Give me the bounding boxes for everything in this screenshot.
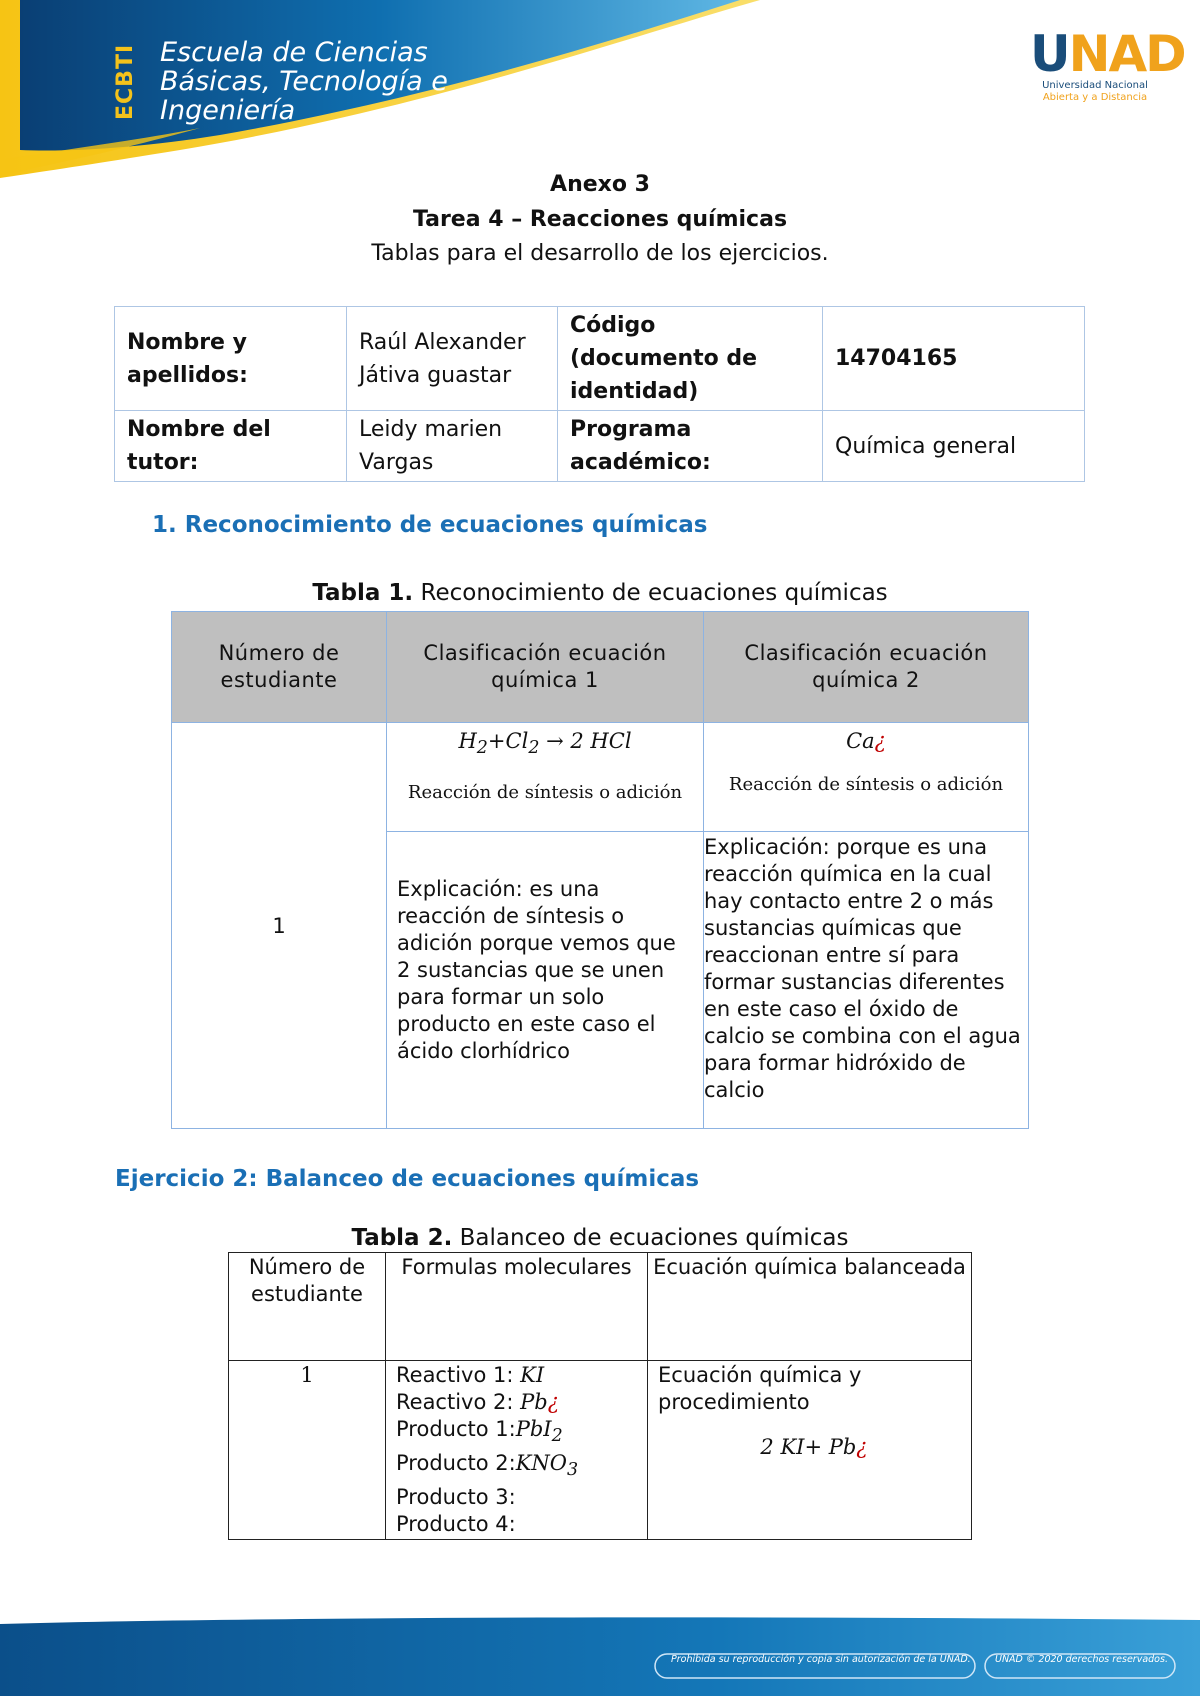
t2-header-student: Número de estudiante: [229, 1253, 386, 1361]
logo-subtitle-1: Universidad Nacional: [1042, 80, 1148, 91]
logo-subtitle-2: Abierta y a Distancia: [1042, 92, 1148, 103]
ecbti-label: ECBTI: [113, 43, 138, 121]
t1-eq1-cell: [387, 723, 704, 832]
table-2: [228, 1252, 972, 1540]
code-value: 14704165: [823, 307, 1085, 411]
footer-text-2: UNAD © 2020 derechos reservados.: [995, 1654, 1168, 1665]
school-name: [160, 38, 448, 125]
unad-logo: [1030, 25, 1185, 104]
doc-title-anexo: Anexo 3: [550, 172, 650, 197]
table-1-caption-text: Reconocimiento de ecuaciones químicas: [413, 580, 888, 606]
table-2-caption: [0, 1225, 1200, 1251]
t1-header-eq1: Clasificación ecuación química 1: [387, 612, 704, 723]
tutor-label: Nombre del tutor:: [115, 411, 347, 482]
t1-explanation-1: Explicación: es una reacción de síntesis o adición porque vemos que 2 sustancias que se unen para formar un solo producto en este caso el ácido clorhídrico: [387, 832, 704, 1129]
t2-header-formulas: Formulas moleculares: [386, 1253, 648, 1361]
tutor-value: Leidy marien Vargas: [347, 411, 558, 482]
table-1-caption: [0, 580, 1200, 606]
t2-formulas-cell: [386, 1361, 648, 1540]
doc-title-tarea: Tarea 4 – Reacciones químicas: [412, 207, 788, 232]
t1-eq2-glyph: ¿: [874, 729, 886, 753]
program-value: Química general: [823, 411, 1085, 482]
t1-header-eq2: Clasificación ecuación química 2: [704, 612, 1029, 723]
doc-subtitle: Tablas para el desarrollo de los ejercicios.: [371, 241, 829, 266]
t1-eq1-reaction: Reacción de síntesis o adición: [407, 782, 683, 804]
t1-student-number: 1: [172, 723, 387, 1129]
table-2-caption-label: Tabla 2.: [351, 1225, 453, 1251]
name-label: Nombre y apellidos:: [115, 307, 347, 411]
name-value: Raúl Alexander Játiva guastar: [347, 307, 558, 411]
table-1-caption-label: Tabla 1.: [312, 580, 414, 606]
t1-explanation-2: Explicación: porque es una reacción química en la cual hay contacto entre 2 o más sustancias químicas que reaccionan entre sí para formar sustancias diferentes en este caso el óxido de calcio se combina con el agua para formar hidróxido de calcio: [704, 832, 1029, 1129]
table-2-caption-text: Balanceo de ecuaciones químicas: [452, 1225, 849, 1251]
section-1-heading: 1. Reconocimiento de ecuaciones químicas: [152, 512, 708, 538]
section-2-heading: Ejercicio 2: Balanceo de ecuaciones químicas: [115, 1166, 700, 1192]
program-label: Programa académico:: [558, 411, 823, 482]
t2-header-equation: Ecuación química balanceada: [648, 1253, 972, 1361]
logo-u: U: [1030, 25, 1069, 83]
t1-eq2-reaction: Reacción de síntesis o adición: [728, 774, 1004, 795]
school-line-1: Escuela de Ciencias: [160, 37, 428, 68]
school-line-3: Ingeniería: [160, 95, 296, 126]
footer-text-1: Prohibida su reproducción y copia sin autorización de la UNAD.: [671, 1654, 971, 1665]
code-label: Código (documento de identidad): [558, 307, 823, 411]
t2-producto-4: Producto 4:: [396, 1512, 516, 1537]
student-info-table: [114, 306, 1085, 482]
school-line-2: Básicas, Tecnología e: [160, 66, 448, 97]
t2-reactivo-1: Reactivo 1: KI: [396, 1363, 545, 1387]
t2-balanced-equation: 2 KI+ Pb¿: [760, 1435, 868, 1459]
t2-equation-text: Ecuación química y procedimiento: [658, 1363, 862, 1414]
t2-student-number: 1: [229, 1361, 386, 1540]
table-1: [171, 611, 1029, 1129]
t1-header-student: Número de estudiante: [172, 612, 387, 723]
t2-reactivo-2: Reactivo 2: Pb¿: [396, 1390, 559, 1414]
t1-eq2-formula: [705, 729, 1027, 753]
t1-eq1-formula: $H_2+Cl_2 \to 2$ HCl: [458, 729, 632, 759]
t2-producto-3: Producto 3:: [396, 1485, 516, 1510]
logo-nad: NAD: [1068, 25, 1185, 83]
t2-producto-2: Producto $2:KNO_3$: [396, 1451, 579, 1481]
t2-equation-cell: [648, 1361, 972, 1540]
t1-eq2-text: Ca: [846, 729, 875, 753]
t1-eq2-cell: [704, 723, 1029, 832]
t2-producto-1: Producto 1:PbI$_2$: [396, 1417, 563, 1447]
